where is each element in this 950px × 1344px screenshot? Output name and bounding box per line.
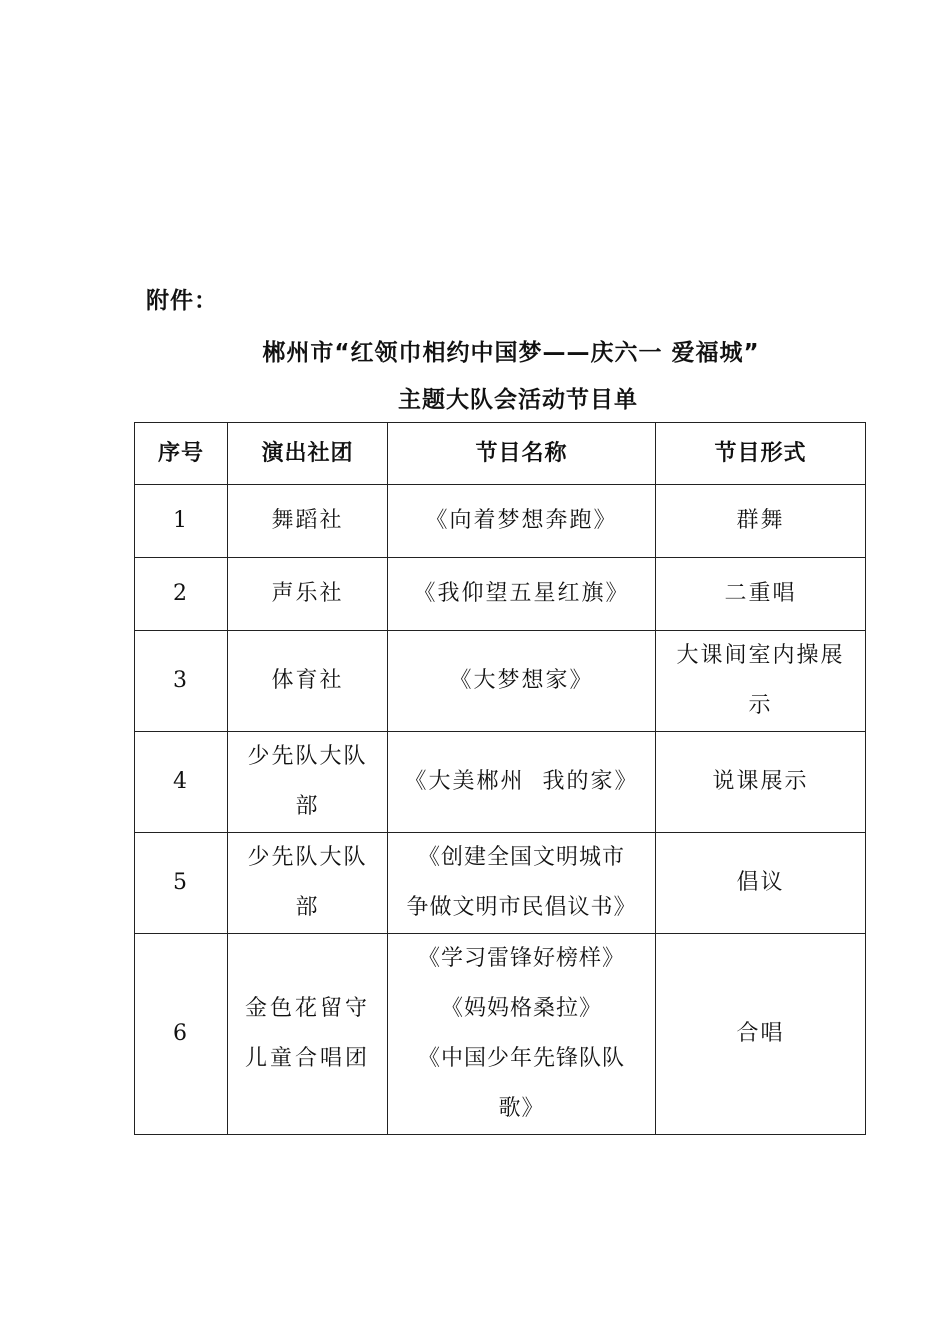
cell-line: 舞蹈社 xyxy=(271,508,344,533)
cell-line: 儿童合唱团 xyxy=(244,1046,370,1071)
cell-program xyxy=(388,485,656,558)
cell-line: 二重唱 xyxy=(724,581,797,606)
cell-club xyxy=(228,934,388,1135)
header-program-name: 节目名称 xyxy=(388,423,656,485)
table-row xyxy=(135,934,866,1135)
cell-number: 2 xyxy=(135,558,228,631)
program-table xyxy=(134,422,866,1135)
table-header-row xyxy=(135,423,866,485)
table-row xyxy=(135,558,866,631)
cell-line: 部 xyxy=(295,794,320,819)
table-row xyxy=(135,833,866,934)
cell-form xyxy=(656,485,866,558)
cell-line: 《中国少年先锋队队 xyxy=(417,1046,625,1071)
cell-line: 部 xyxy=(295,895,320,920)
cell-line: 大课间室内操展 xyxy=(676,643,845,668)
cell-number: 5 xyxy=(135,833,228,934)
cell-line: 群舞 xyxy=(736,508,785,533)
table-row xyxy=(135,485,866,558)
cell-line: 金色花留守 xyxy=(244,996,370,1021)
cell-club xyxy=(228,833,388,934)
cell-line: 《向着梦想奔跑》 xyxy=(425,508,618,533)
cell-number: 1 xyxy=(135,485,228,558)
cell-line: 争做文明市民倡议书》 xyxy=(406,895,637,920)
attachment-label: 附件： xyxy=(146,288,218,314)
cell-form xyxy=(656,732,866,833)
cell-line: 倡议 xyxy=(736,870,785,895)
cell-number: 4 xyxy=(135,732,228,833)
table-row xyxy=(135,732,866,833)
cell-club xyxy=(228,732,388,833)
cell-line: 《我仰望五星红旗》 xyxy=(413,581,630,606)
cell-form xyxy=(656,558,866,631)
cell-line: 《妈妈格桑拉》 xyxy=(440,996,602,1021)
cell-line: 《大美郴州 我的家》 xyxy=(404,769,639,794)
document-title-line-2: 主题大队会活动节目单 xyxy=(398,387,638,413)
cell-program xyxy=(388,934,656,1135)
cell-program xyxy=(388,833,656,934)
cell-program xyxy=(388,631,656,732)
header-program-form: 节目形式 xyxy=(656,423,866,485)
cell-line: 说课展示 xyxy=(712,769,809,794)
cell-form xyxy=(656,631,866,732)
cell-form xyxy=(656,833,866,934)
cell-club xyxy=(228,485,388,558)
cell-number: 6 xyxy=(135,934,228,1135)
cell-club xyxy=(228,558,388,631)
cell-line: 《学习雷锋好榜样》 xyxy=(417,946,625,971)
table-row xyxy=(135,631,866,732)
cell-club xyxy=(228,631,388,732)
document-title-line-1: 郴州市“红领巾相约中国梦——庆六一 爱福城” xyxy=(262,340,760,366)
cell-line: 《创建全国文明城市 xyxy=(417,845,625,870)
cell-form xyxy=(656,934,866,1135)
cell-line: 合唱 xyxy=(736,1021,785,1046)
cell-line: 少先队大队 xyxy=(247,744,368,769)
cell-number: 3 xyxy=(135,631,228,732)
cell-line: 少先队大队 xyxy=(247,845,368,870)
cell-line: 《大梦想家》 xyxy=(449,668,594,693)
cell-line: 歌》 xyxy=(498,1096,545,1121)
cell-line: 示 xyxy=(748,693,773,718)
cell-program xyxy=(388,732,656,833)
header-number: 序号 xyxy=(135,423,228,485)
cell-program xyxy=(388,558,656,631)
cell-line: 声乐社 xyxy=(271,581,344,606)
cell-line: 体育社 xyxy=(271,668,344,693)
header-club: 演出社团 xyxy=(228,423,388,485)
